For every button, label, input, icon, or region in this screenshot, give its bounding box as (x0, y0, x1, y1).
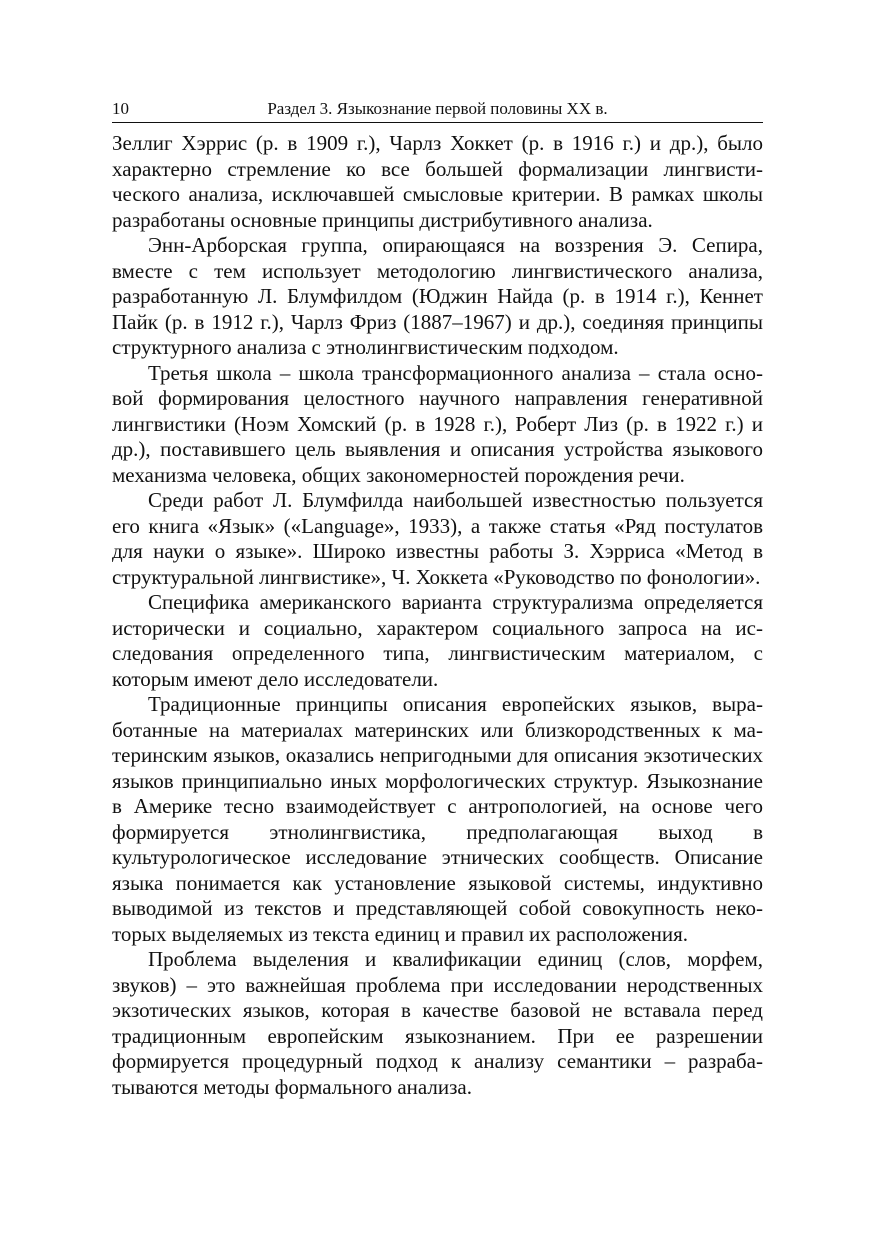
running-header (112, 96, 763, 123)
section-title: Раздел 3. Языкознание первой половины XX в. (267, 99, 608, 118)
paragraph-2: Энн-Арборская группа, опирающаяся на воззрения Э. Сепира, вместе с тем использует методологию лингвистического анализа, разработанную Л. Блумфилдом (Юджин Найда (р. в 1914 г.), Кеннет Пайк (р. в 1912 г.), Чарлз Фриз (1887–1967) и др.), соединяя принципы структурного анализа с этнолингвистическим подходом. (112, 233, 763, 359)
paragraph-6: Традиционные принципы описания европейских языков, выработанные на материалах материнских или близкородственных к материнским языков, оказались непригодными для описания экзотических языков принципиально иных морфологических структур. Языкознание в Америке тесно взаимодействует с антропологией, на основе чего формируется этнолингвистика, предполагающая выход в культурологическое исследование этнических сообществ. Описание языка понимается как установление языковой системы, индуктивно выводимой из текстов и представляющей собой совокупность некоторых выделяемых из текста единиц и правил их расположения. (112, 692, 763, 946)
paragraph-5: Специфика американского варианта структурализма определяется исторически и социально, характером социального запроса на исследования определенного типа, лингвистическим материалом, с которым имеют дело исследователи. (112, 590, 763, 691)
paragraph-7: Проблема выделения и квалификации единиц (слов, морфем, звуков) – это важнейшая проблема при исследовании неродственных экзотических языков, которая в качестве базовой не вставала перед традиционным европейским языкознанием. При ее разрешении формируется процедурный подход к анализу семантики – разрабатываются методы формального анализа. (112, 947, 763, 1099)
paragraph-1: Зеллиг Хэррис (р. в 1909 г.), Чарлз Хоккет (р. в 1916 г.) и др.), было характерно стремление ко все большей формализации лингвистического анализа, исключавшей смысловые критерии. В рамках школы разработаны основные принципы дистрибутивного анализа. (112, 131, 763, 232)
book-page (112, 96, 763, 1100)
body-text (112, 131, 763, 1100)
paragraph-3: Третья школа – школа трансформационного анализа – стала основой формирования целостного научного направления генеративной лингвистики (Ноэм Хомский (р. в 1928 г.), Роберт Лиз (р. в 1922 г.) и др.), поставившего цель выявления и описания устройства языкового механизма человека, общих закономерностей порождения речи. (112, 360, 763, 487)
page-number: 10 (112, 99, 129, 118)
paragraph-4: Среди работ Л. Блумфилда наибольшей известностью пользуется его книга «Язык» («Language», 1933), а также статья «Ряд постулатов для науки о языке». Широко известны работы З. Хэрриса «Метод в структуральной лингвистике», Ч. Хоккета «Руководство по фонологии». (112, 488, 763, 589)
